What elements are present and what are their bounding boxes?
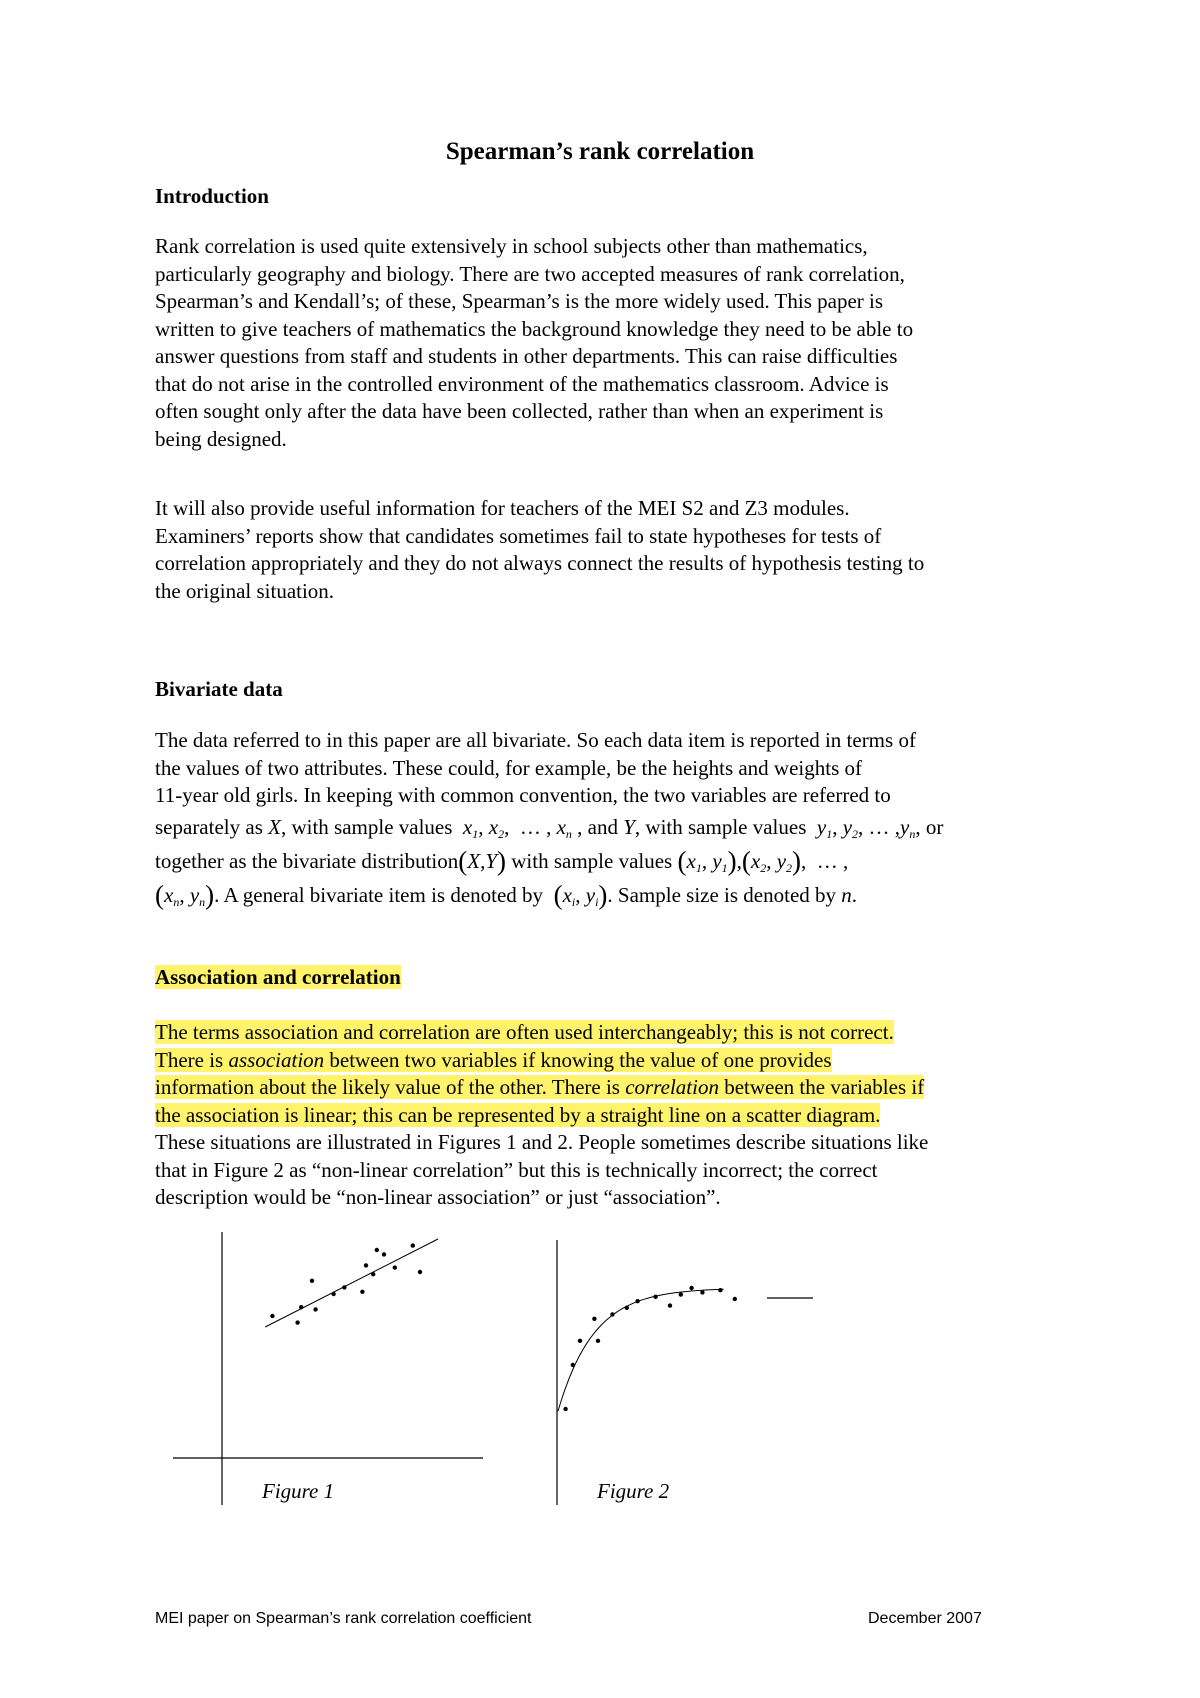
var-X: X — [268, 814, 281, 839]
fig2-point — [668, 1303, 672, 1307]
x2-term: $x_2$ — [488, 814, 505, 841]
fig2-point — [563, 1407, 567, 1411]
fig2-point — [689, 1286, 693, 1290]
text-segment: together as the bivariate distribution — [155, 848, 459, 873]
highlighted-line: The terms association and correlation are often used interchangeably; this is not correct. — [155, 1020, 894, 1044]
fig2-point — [596, 1339, 600, 1343]
var-XY: X,Y — [467, 848, 498, 873]
highlighted-line: the association is linear; this can be represented by a straight line on a scatter diagram. — [155, 1102, 881, 1127]
fig2-fitted-curve — [558, 1289, 724, 1411]
text-line: the values of two attributes. These could, for example, be the heights and weights of — [155, 755, 863, 780]
fig1-point — [411, 1243, 415, 1247]
fig1-point — [313, 1307, 317, 1311]
text-line: that in Figure 2 as “non-linear correlation” but this is technically incorrect; the correct — [155, 1157, 878, 1182]
text-segment: separately as — [155, 814, 269, 839]
var-n: n — [841, 882, 852, 907]
fig2-point — [733, 1297, 737, 1301]
fig1-point — [382, 1252, 386, 1256]
text-line: particularly geography and biology. There are two accepted measures of rank correlation, — [155, 261, 905, 286]
text-line: often sought only after the data have been collected, rather than when an experiment is — [155, 399, 884, 423]
footer-left: MEI paper on Spearman’s rank correlation coefficient — [155, 1610, 532, 1627]
text-line: correlation appropriately and they do not always connect the results of hypothesis testing to — [155, 551, 925, 575]
fig2-point — [679, 1292, 683, 1296]
text-line: description would be “non-linear association” or just “association”. — [155, 1185, 721, 1209]
heading-association-correlation: Association and correlation — [155, 965, 401, 989]
text-line: Spearman’s and Kendall’s; of these, Spearman’s is the more widely used. This paper is — [155, 289, 884, 313]
fig2-point — [592, 1317, 596, 1321]
text-line: being designed. — [155, 426, 287, 451]
xn-term: $x_n$ — [556, 814, 572, 841]
yn-term: $y_n$ — [900, 814, 916, 841]
highlighted-line: information about the likely value of the other. There is correlation between the variables if — [155, 1075, 925, 1099]
y2-term: $y_2$ — [842, 814, 859, 841]
text-segment: . — [851, 882, 858, 907]
text-line: that do not arise in the controlled environment of the mathematics classroom. Advice is — [155, 371, 889, 396]
text-line: the original situation. — [155, 578, 335, 603]
term-association: association — [228, 1047, 325, 1072]
text-segment: with sample values — [506, 848, 678, 873]
text-segment: , with sample values — [280, 814, 458, 839]
math-line-2: together as the bivariate distribution(X,Y) with sample values ($x_1$, $y_1),(x_2$, $y_2$), … , — [155, 845, 849, 876]
math-line-3: ($x_n$, $y_n$). A general bivariate item is denoted by ($x_i$, $y_i$). Sample size is denoted by n. — [155, 879, 858, 910]
text-segment: . A general bivariate item is denoted by — [214, 882, 549, 907]
text-segment: , with sample values — [634, 814, 812, 839]
text-line: 11-year old girls. In keeping with common convention, the two variables are referred to — [155, 783, 891, 807]
footer-right: December 2007 — [868, 1610, 982, 1627]
text-line: Rank correlation is used quite extensively in school subjects other than mathematics, — [155, 234, 868, 258]
term-correlation: correlation — [625, 1075, 719, 1099]
fig1-point — [375, 1248, 379, 1252]
text-line: These situations are illustrated in Figures 1 and 2. People sometimes describe situations like — [155, 1130, 929, 1154]
page-title: Spearman’s rank correlation — [445, 138, 755, 165]
figure-1 — [173, 1232, 483, 1505]
fig1-point — [364, 1263, 368, 1267]
fig1-point — [295, 1320, 299, 1324]
text-line: written to give teachers of mathematics the background knowledge they need to be able to — [155, 316, 914, 341]
fig2-point — [718, 1288, 722, 1292]
fig1-point — [418, 1270, 422, 1274]
text-line: It will also provide useful information for teachers of the MEI S2 and Z3 modules. — [155, 496, 850, 520]
fig2-point — [578, 1339, 582, 1343]
var-Y: Y — [623, 814, 635, 839]
heading-bivariate-data: Bivariate data — [155, 677, 283, 701]
fig1-point — [270, 1314, 274, 1318]
fig1-point — [393, 1265, 397, 1269]
figure-2 — [557, 1240, 813, 1505]
text-segment: , and — [577, 814, 624, 839]
highlighted-line: There is association between two variables if knowing the value of one provides — [155, 1047, 832, 1072]
text-segment: , or — [915, 814, 944, 839]
text-line: Examiners’ reports show that candidates sometimes fail to state hypotheses for tests of — [155, 523, 882, 548]
fig1-point — [310, 1279, 314, 1283]
fig2-label: Figure 2 — [597, 1479, 670, 1503]
math-line-1: separately as X, with sample values $x_1$, $x_2$, … , $x_n$ , and Y, with sample values $y_1$, $y_2$, … $,y_n$, or — [155, 814, 944, 841]
fig1-label: Figure 1 — [262, 1479, 335, 1503]
text-line: The data referred to in this paper are all bivariate. So each data item is reported in terms of — [155, 728, 916, 752]
text-segment: . Sample size is denoted by — [607, 882, 842, 907]
heading-introduction: Introduction — [155, 184, 269, 208]
y1-term: $y_1$ — [816, 814, 833, 841]
text-line: answer questions from staff and students in other departments. This can raise difficulties — [155, 344, 898, 368]
x1-term: $x_1$ — [462, 814, 479, 841]
fig1-point — [360, 1290, 364, 1294]
fig1-fit-line — [265, 1239, 438, 1327]
